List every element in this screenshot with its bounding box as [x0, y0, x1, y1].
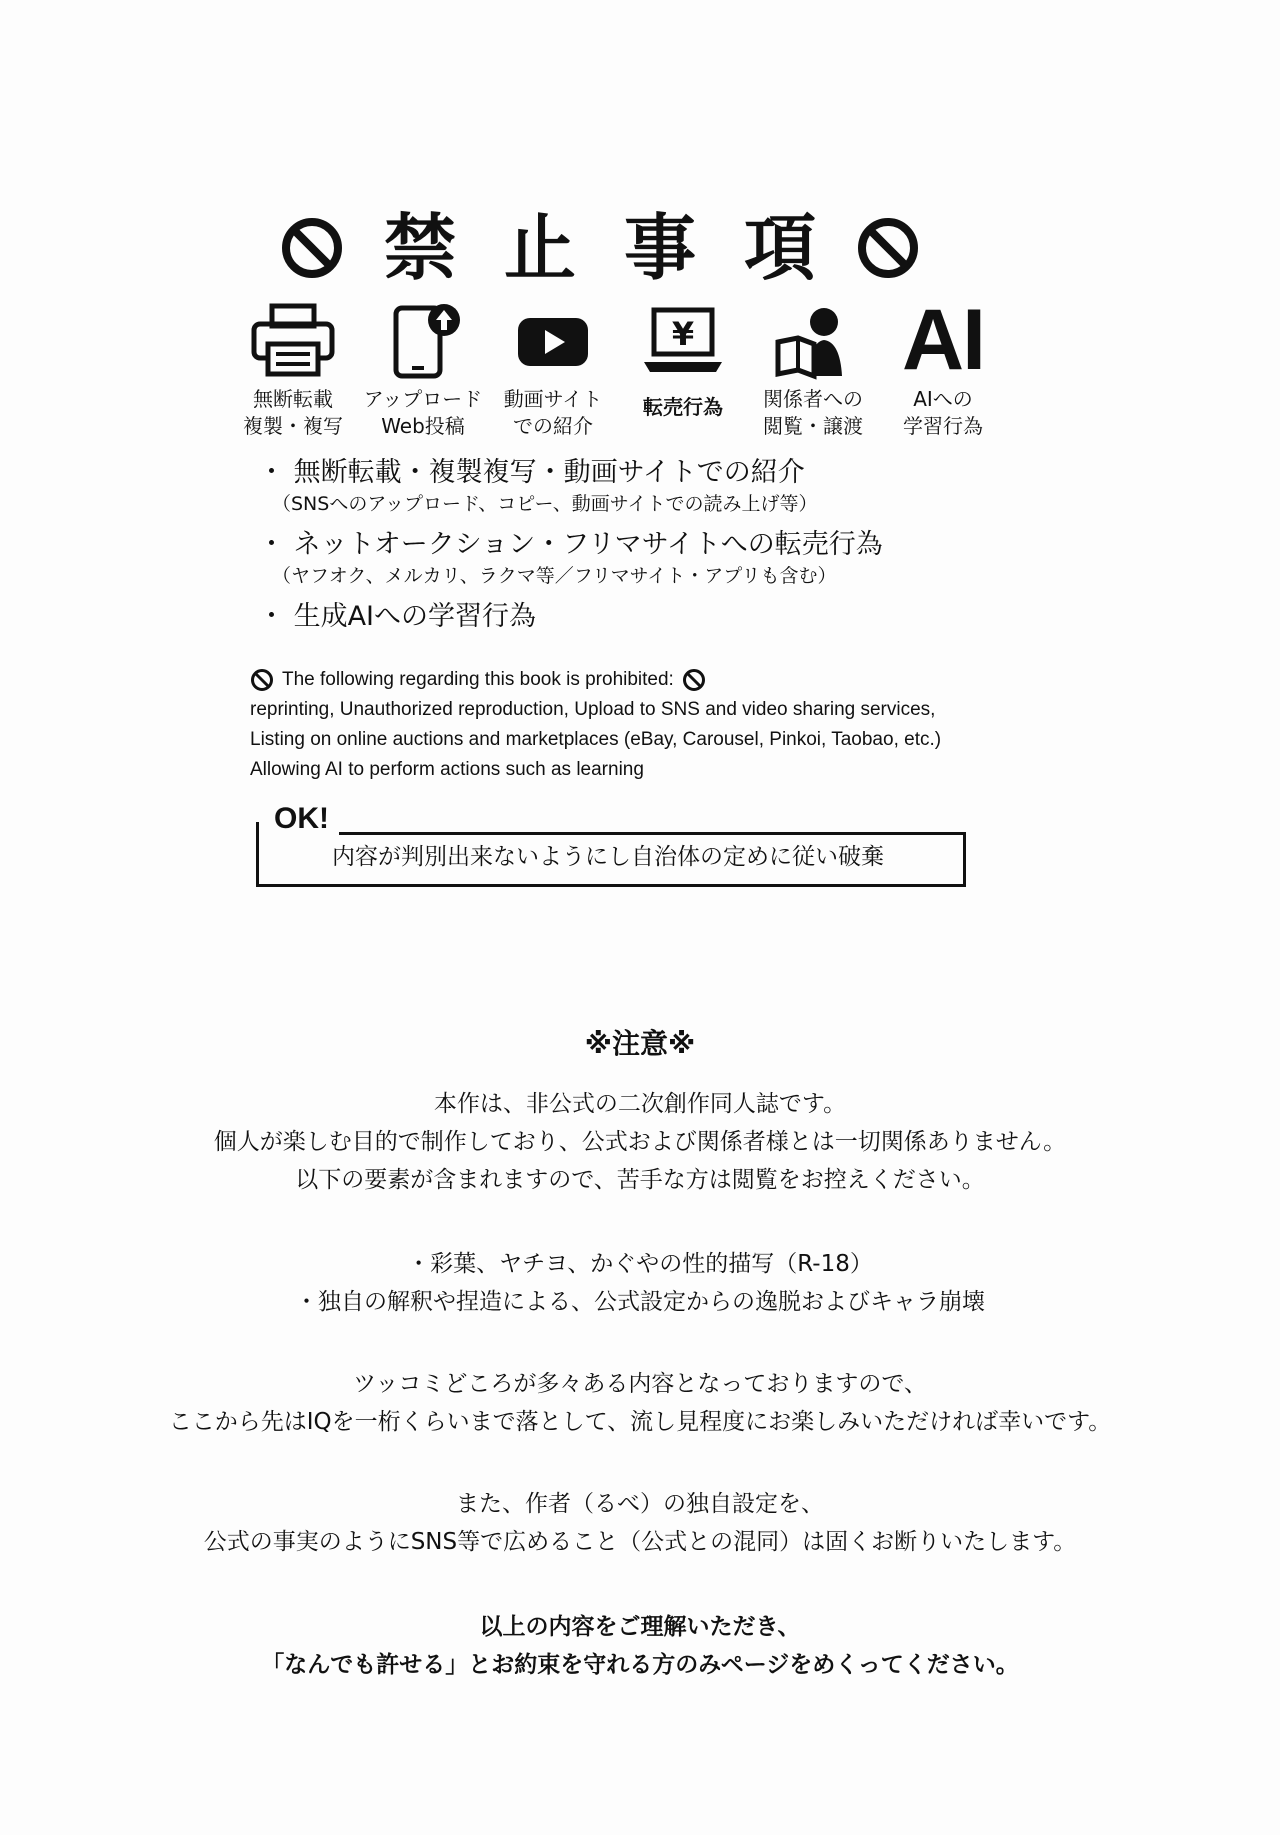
phone-upload-icon [378, 300, 468, 380]
icon-label: での紹介 [513, 414, 593, 438]
notice-line: 個人が楽しむ目的で制作しており、公式および関係者様とは一切関係ありません。 [213, 1129, 1067, 1155]
icon-item-ai [878, 292, 1008, 440]
icon-item-reprint [228, 300, 358, 440]
notice-line: また、作者（るべ）の独自設定を、 [456, 1491, 824, 1517]
printer-icon [248, 300, 338, 380]
video-play-icon [508, 300, 598, 380]
notice-line: ・独自の解釈や捏造による、公式設定からの逸脱およびキャラ崩壊 [295, 1289, 985, 1315]
icon-item-video [488, 300, 618, 440]
person-book-icon [768, 300, 858, 380]
page-title: 禁止事項 [383, 206, 864, 290]
notice-paragraph [0, 1485, 1280, 1561]
list-item: ・ ネットオークション・フリマサイトへの転売行為 [258, 529, 883, 560]
notice-closing [0, 1608, 1280, 1684]
icon-label: アップロード [363, 387, 483, 411]
icon-item-resale [618, 300, 748, 421]
notice-heading: ※注意※ [584, 1027, 696, 1060]
list-item-note: （SNSへのアップロード、コピー、動画サイトでの読み上げ等） [272, 493, 818, 515]
notice-line: 「なんでも許せる」とお約束を守れる方のみページをめくってください。 [261, 1652, 1019, 1678]
notice-line: ・彩葉、ヤチヨ、かぐやの性的描写（R-18） [407, 1251, 873, 1277]
icon-label: 複製・複写 [243, 414, 343, 438]
title-row [280, 198, 920, 298]
icon-label: 転売行為 [643, 395, 723, 419]
list-item: ・ 生成AIへの学習行為 [258, 601, 537, 632]
icon-label: Web投稿 [381, 414, 465, 438]
english-line: The following regarding this book is prohibited: [282, 669, 674, 690]
icon-label: 関係者への [763, 387, 863, 411]
icon-label: 無断転載 [253, 387, 333, 411]
list-item-note: （ヤフオク、メルカリ、ラクマ等／フリマサイト・アプリも含む） [272, 565, 837, 587]
notice-line: ここから先はIQを一桁くらいまで落として、流し見程度にお楽しみいただければ幸いです。 [168, 1409, 1112, 1435]
icon-label: 学習行為 [903, 414, 983, 438]
ok-text: 内容が判別出来ないようにし自治体の定めに従い破棄 [332, 844, 884, 870]
notice-line: ツッコミどころが多々ある内容となっておりますので、 [353, 1371, 927, 1397]
prohibited-sign-icon [250, 668, 274, 692]
notice-paragraph [0, 1085, 1280, 1199]
notice-line: 公式の事実のようにSNS等で広めること（公式との混同）は固くお断りいたします。 [203, 1529, 1077, 1555]
list-item: ・ 無断転載・複製複写・動画サイトでの紹介 [258, 457, 805, 488]
english-line: reprinting, Unauthorized reproduction, Upload to SNS and video sharing services, [250, 699, 936, 720]
notice-line: 以上の内容をご理解いただき、 [479, 1614, 801, 1640]
notice-line: 以下の要素が含まれますので、苦手な方は閲覧をお控えください。 [295, 1167, 985, 1193]
notice-paragraph [0, 1365, 1280, 1441]
prohibited-sign-icon [280, 216, 344, 280]
laptop-yen-icon [638, 300, 728, 380]
ai-text-icon: AI [902, 292, 984, 388]
ok-label: OK! [274, 802, 329, 835]
english-line: Listing on online auctions and marketplaces (eBay, Carousel, Pinkoi, Taobao, etc.) [250, 729, 942, 750]
prohibition-icon-row [228, 292, 1008, 450]
icon-item-upload [358, 300, 488, 440]
prohibited-sign-icon [856, 216, 920, 280]
icon-label: AIへの [913, 387, 973, 411]
notice-line: 本作は、非公式の二次創作同人誌です。 [433, 1091, 847, 1117]
english-notice-header [250, 665, 1070, 695]
notice-paragraph [0, 1245, 1280, 1321]
english-line: Allowing AI to perform actions such as learning [250, 759, 644, 780]
icon-label: 閲覧・譲渡 [763, 414, 863, 438]
icon-item-share [748, 300, 878, 440]
prohibited-list [258, 455, 1058, 635]
yen-symbol: ¥ [671, 315, 695, 353]
icon-label: 動画サイト [503, 387, 603, 411]
english-notice [250, 665, 1070, 785]
prohibited-sign-icon [682, 668, 706, 692]
